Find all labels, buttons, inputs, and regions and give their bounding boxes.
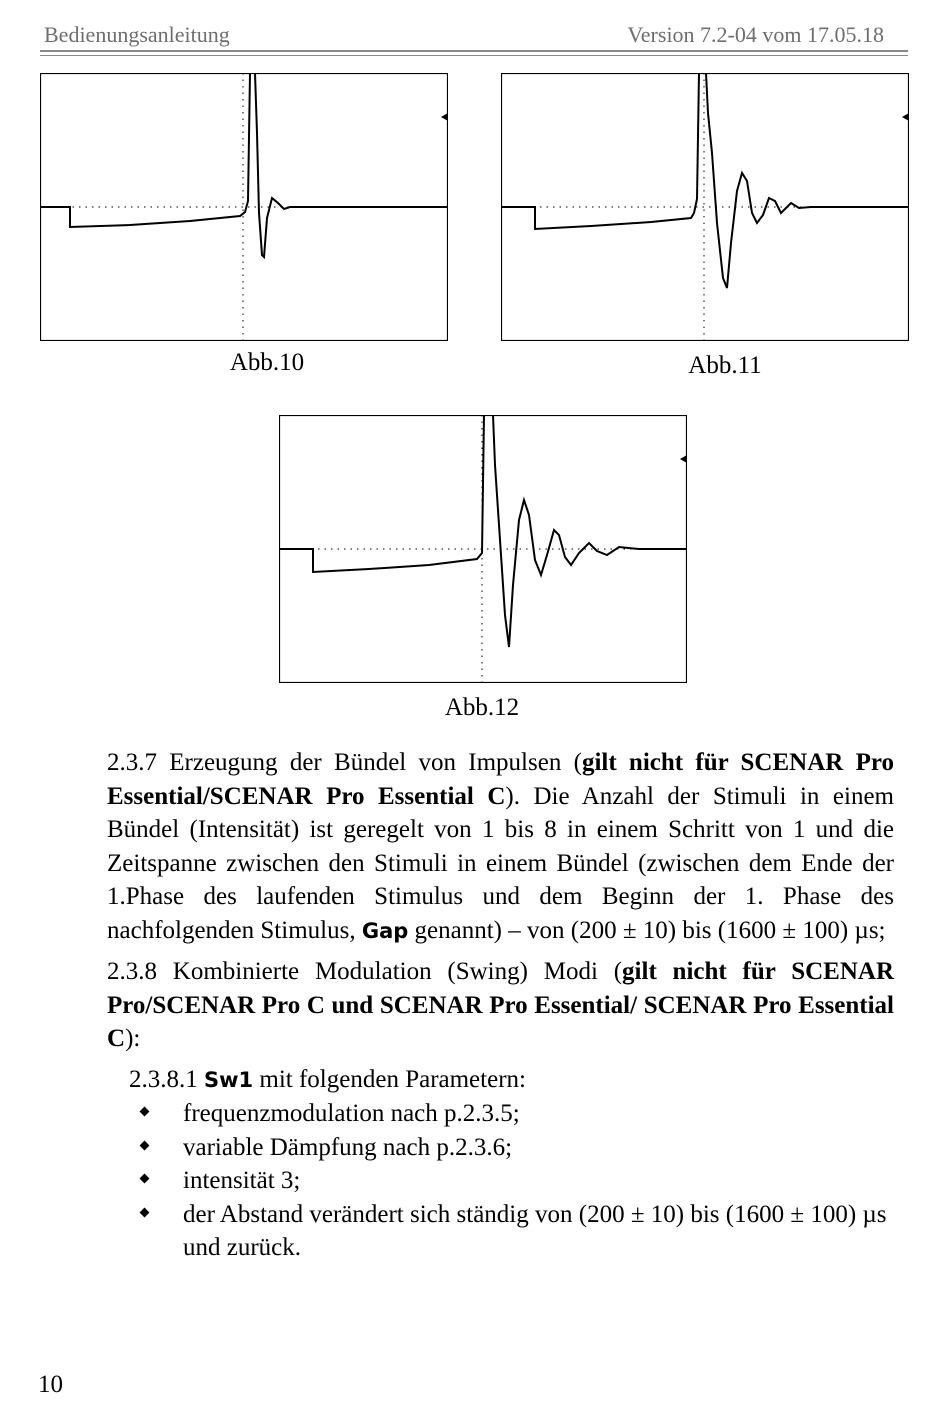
header-version: Version 7.2-04 vom 17.05.18 xyxy=(627,22,884,47)
header-title: Bedienungsanleitung xyxy=(44,22,230,47)
figure-abb12-scope xyxy=(279,415,687,683)
list-item: der Abstand verändert sich ständig von (200 ± 10) bis (1600 ± 100) µs und zurück. xyxy=(107,1198,894,1265)
body-text xyxy=(107,746,894,1265)
list-item: frequenzmodulation nach p.2.3.5; xyxy=(107,1097,894,1131)
diamond-bullet-icon xyxy=(140,1207,150,1217)
paragraph-2-3-7: 2.3.7 Erzeugung der Bündel von Impulsen (gilt nicht für SCENAR Pro Essential/SCENAR Pro Essential C). Die Anzahl der Stimuli in einem Bündel (Intensität) ist geregelt von 1 bis 8 in einem Schritt von 1 und die Zeitspanne zwischen den Stimuli in einem Bündel (zwischen dem Ende der 1.Phase des laufenden Stimulus und dem Beginn der 1. Phase des nachfolgenden Stimulus, Gap genannt) – von (200 ± 10) bis (1600 ± 100) µs; xyxy=(107,749,895,944)
figure-abb11-scope xyxy=(501,73,909,341)
diamond-bullet-icon xyxy=(140,1107,150,1117)
gap-term: Gap xyxy=(361,918,409,943)
header-rule-thin xyxy=(40,55,908,56)
paragraph-2-3-8: 2.3.8 Kombinierte Modulation (Swing) Modi (gilt nicht für SCENAR Pro/SCENAR Pro C und SCENAR Pro Essential/ SCENAR Pro Essential C): xyxy=(107,958,894,1052)
page-number: 10 xyxy=(38,1371,63,1398)
diamond-bullet-icon xyxy=(140,1140,150,1150)
header-rule xyxy=(40,50,908,52)
paragraph-2-3-7-note: gilt nicht für SCENAR Pro Essential/SCENAR Pro Essential C xyxy=(107,749,895,810)
list-item: intensität 3; xyxy=(107,1164,894,1198)
oscillogram-abb12 xyxy=(279,415,687,683)
figure-abb10-caption: Abb.10 xyxy=(229,349,305,376)
list-item: variable Dämpfung nach p.2.3.6; xyxy=(107,1131,894,1165)
oscillogram-abb11 xyxy=(501,73,909,341)
subsection-2-3-8-1: 2.3.8.1 Sw1 mit folgenden Parametern: xyxy=(129,1065,526,1093)
paragraph-2-3-8-note: gilt nicht für SCENAR Pro/SCENAR Pro C und SCENAR Pro Essential/ SCENAR Pro Essential C xyxy=(107,958,894,1052)
oscillogram-abb10 xyxy=(40,73,448,341)
diamond-bullet-icon xyxy=(140,1174,150,1184)
figure-abb12-caption: Abb.12 xyxy=(444,694,520,721)
figure-abb10-scope xyxy=(40,73,448,341)
parameter-list xyxy=(107,1097,894,1265)
figure-abb11-caption: Abb.11 xyxy=(688,352,762,379)
mode-name-sw1: Sw1 xyxy=(204,1067,254,1092)
